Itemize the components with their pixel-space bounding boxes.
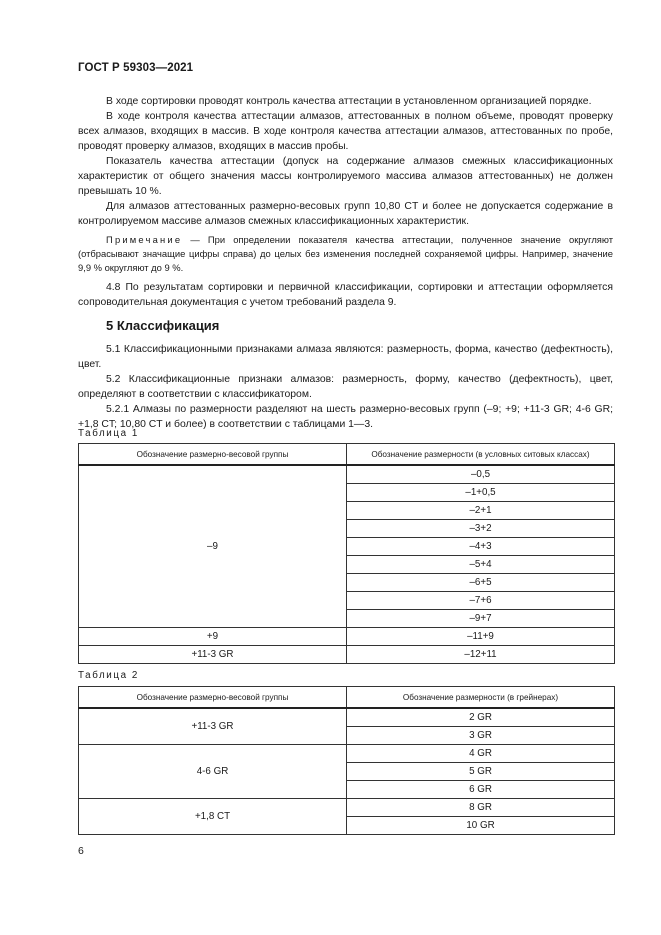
table-row	[79, 628, 615, 646]
page-number: 6	[78, 845, 84, 857]
table-header-row	[79, 687, 615, 709]
note-label: Примечание	[106, 234, 183, 245]
document-header: ГОСТ Р 59303—2021	[78, 62, 194, 74]
section-block	[78, 342, 613, 432]
table-row	[79, 646, 615, 664]
paragraph: 5.2.1 Алмазы по размерности разделяют на шесть размерно-весовых групп (–9; +9; +11-3 GR; 4-6 GR; +1,8 CT; 10,80 CT и более) в соответствии с таблицами 1—3.	[78, 404, 613, 430]
group-cell: +11-3 GR	[79, 646, 347, 664]
table2-caption: Таблица 2	[78, 670, 139, 681]
table-1	[78, 443, 615, 664]
size-cell: –0,5	[347, 465, 615, 484]
size-cell: –7+6	[347, 592, 615, 610]
size-cell: 8 GR	[347, 799, 615, 817]
column-header: Обозначение размерно-весовой группы	[79, 687, 347, 709]
table-2	[78, 686, 615, 835]
size-cell: 10 GR	[347, 817, 615, 835]
paragraph: В ходе контроля качества аттестации алмазов, аттестованных в полном объеме, проводят проверку всех алмазов, входящих в массив. В ходе контроля качества аттестации алмазов, аттестованных по пробе, проводят проверку алмазов, входящих в массив пробы.	[78, 111, 613, 152]
table-row	[79, 799, 615, 817]
table1-caption: Таблица 1	[78, 428, 139, 439]
paragraph: 5.1 Классификационными признаками алмаза являются: размерность, форма, качество (дефектность), цвет.	[78, 344, 613, 370]
column-header: Обозначение размерно-весовой группы	[79, 444, 347, 466]
size-cell: –5+4	[347, 556, 615, 574]
size-cell: 6 GR	[347, 781, 615, 799]
size-cell: –11+9	[347, 628, 615, 646]
size-cell: –1+0,5	[347, 484, 615, 502]
column-header: Обозначение размерности (в грейнерах)	[347, 687, 615, 709]
size-cell: 5 GR	[347, 763, 615, 781]
size-cell: –6+5	[347, 574, 615, 592]
table-row	[79, 708, 615, 727]
size-cell: 2 GR	[347, 708, 615, 727]
table-header-row	[79, 444, 615, 466]
group-cell: +11-3 GR	[79, 708, 347, 745]
section-title: 5 Классификация	[106, 318, 220, 333]
size-cell: –12+11	[347, 646, 615, 664]
size-cell: 4 GR	[347, 745, 615, 763]
table-row	[79, 465, 615, 484]
paragraph: Для алмазов аттестованных размерно-весовых групп 10,80 CT и более не допускается содержание в контролируемом массиве алмазов смежных классификационных характеристик.	[78, 201, 613, 227]
paragraph: Показатель качества аттестации (допуск на содержание алмазов смежных классификационных характеристик от общего значения массы контролируемого массива алмазов аттестованных) не должен превышать 10 %.	[78, 156, 613, 197]
size-cell: –9+7	[347, 610, 615, 628]
note	[78, 233, 613, 275]
size-cell: –2+1	[347, 502, 615, 520]
size-cell: –4+3	[347, 538, 615, 556]
column-header: Обозначение размерности (в условных ситовых классах)	[347, 444, 615, 466]
paragraph: В ходе сортировки проводят контроль качества аттестации в установленном организацией порядке.	[106, 96, 592, 107]
size-cell: 3 GR	[347, 727, 615, 745]
note-text: — При определении показателя качества аттестации, полученное значение округляют (отбрасывают значащие цифры справа) до целых без изменения последней сохраняемой цифры. Например, значение 9,9 % округляют до 9 %.	[78, 234, 613, 273]
paragraph-4-8: 4.8 По результатам сортировки и первичной классификации, сортировки и аттестации оформляется сопроводительная документация с учетом требований раздела 9.	[78, 282, 613, 308]
paragraph: 5.2 Классификационные признаки алмазов: размерность, форму, качество (дефектность), цвет, определяют в соответствии с классификатором.	[78, 374, 613, 400]
group-cell: +9	[79, 628, 347, 646]
group-cell: +1,8 CT	[79, 799, 347, 835]
group-cell: 4-6 GR	[79, 745, 347, 799]
table-row	[79, 745, 615, 763]
size-cell: –3+2	[347, 520, 615, 538]
intro-block	[78, 94, 613, 310]
group-cell: –9	[79, 465, 347, 628]
